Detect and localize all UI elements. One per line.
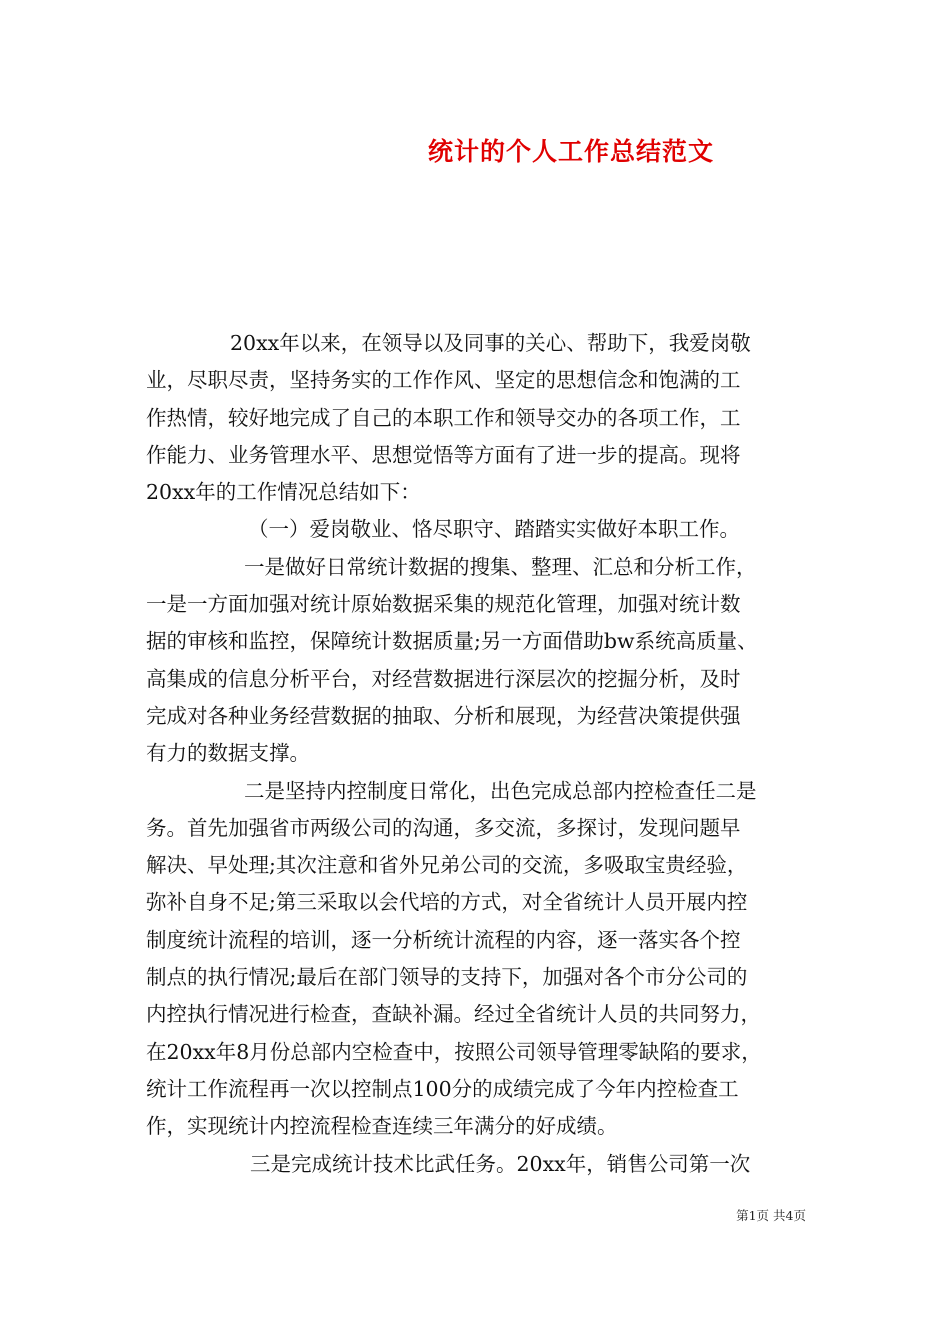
paragraph-line: 据的审核和监控，保障统计数据质量;另一方面借助bw系统高质量、 bbox=[146, 629, 758, 654]
paragraph-line: 一是一方面加强对统计原始数据采集的规范化管理，加强对统计数 bbox=[146, 592, 741, 617]
paragraph-line: 制度统计流程的培训，逐一分析统计流程的内容，逐一落实各个控 bbox=[146, 927, 741, 952]
section-heading: （一）爱岗敬业、恪尽职守、踏踏实实做好本职工作。 bbox=[248, 517, 740, 542]
document-body bbox=[146, 325, 806, 1183]
paragraph-line: 一是做好日常统计数据的搜集、整理、汇总和分析工作， bbox=[244, 554, 757, 579]
paragraph-line: 作热情，较好地完成了自己的本职工作和领导交办的各项工作，工 bbox=[146, 405, 741, 430]
paragraph-line: 统计工作流程再一次以控制点100分的成绩完成了今年内控检查工 bbox=[146, 1076, 739, 1101]
paragraph-line: 业，尽职尽责，坚持务实的工作作风、坚定的思想信念和饱满的工 bbox=[146, 368, 741, 393]
document-title: 统计的个人工作总结范文 bbox=[427, 137, 714, 166]
paragraph-line: 20xx年以来，在领导以及同事的关心、帮助下，我爱岗敬 bbox=[230, 331, 751, 355]
paragraph-line: 解决、早处理;其次注意和省外兄弟公司的交流，多吸取宝贵经验， bbox=[146, 853, 748, 878]
paragraph-line: 有力的数据支撑。 bbox=[146, 741, 310, 766]
paragraph-line: 作，实现统计内控流程检查连续三年满分的好成绩。 bbox=[146, 1114, 618, 1139]
paragraph-line: 完成对各种业务经营数据的抽取、分析和展现，为经营决策提供强 bbox=[146, 703, 741, 728]
paragraph-line: 高集成的信息分析平台，对经营数据进行深层次的挖掘分析，及时 bbox=[146, 666, 741, 691]
paragraph-line: 三是完成统计技术比武任务。20xx年，销售公司第一次 bbox=[250, 1151, 751, 1176]
paragraph-line: 20xx年的工作情况总结如下： bbox=[146, 480, 421, 505]
page-number-footer: 第1页 共4页 bbox=[736, 1208, 806, 1223]
paragraph-line: 作能力、业务管理水平、思想觉悟等方面有了进一步的提高。现将 bbox=[146, 442, 741, 467]
paragraph-line: 制点的执行情况;最后在部门领导的支持下，加强对各个市分公司的 bbox=[146, 965, 748, 990]
paragraph-line: 弥补自身不足;第三采取以会代培的方式，对全省统计人员开展内控 bbox=[146, 890, 748, 915]
paragraph-line: 内控执行情况进行检查，查缺补漏。经过全省统计人员的共同努力， bbox=[146, 1002, 761, 1027]
paragraph-line: 在20xx年8月份总部内空检查中，按照公司领导管理零缺陷的要求， bbox=[146, 1039, 762, 1064]
paragraph-line: 二是坚持内控制度日常化，出色完成总部内控检查任二是 bbox=[244, 778, 757, 803]
paragraph-line: 务。首先加强省市两级公司的沟通，多交流，多探讨，发现问题早 bbox=[146, 815, 741, 840]
